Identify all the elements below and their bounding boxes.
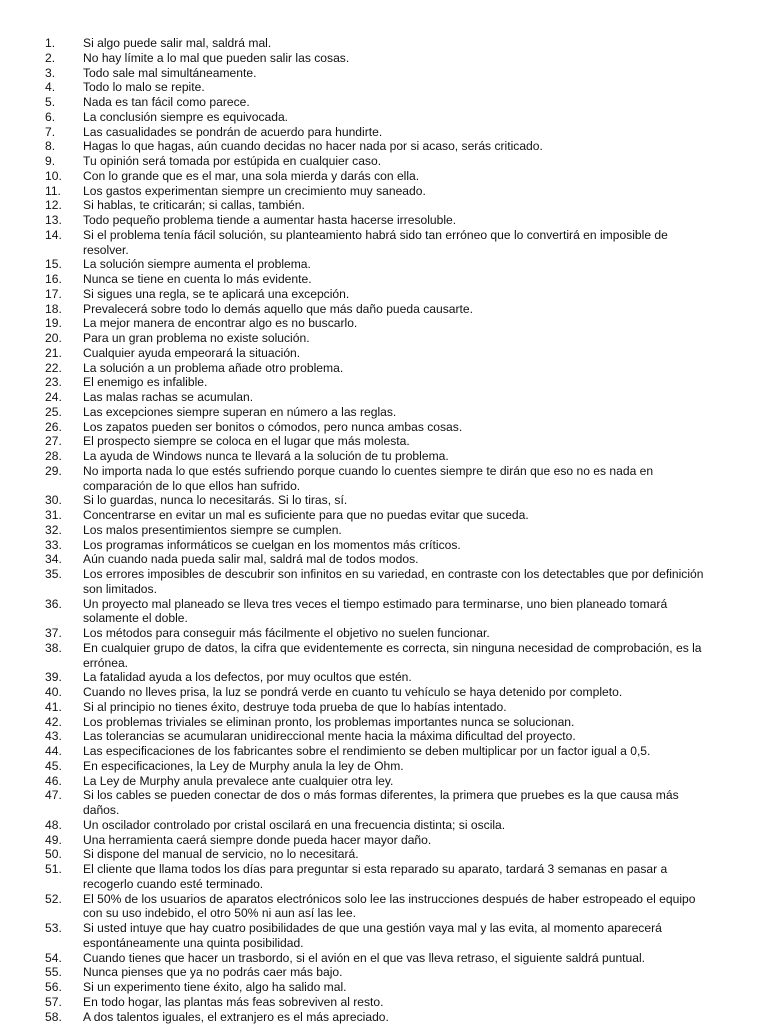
item-number: 19. [45,316,62,331]
item-text: Una herramienta caerá siempre donde pueda hacer mayor daño. [83,832,432,847]
item-text: Nunca pienses que ya no podrás caer más bajo. [83,965,343,980]
item-text: Con lo grande que es el mar, una sola mierda y darás con ella. [83,168,420,183]
item-number: 49. [45,832,62,847]
item-number: 35. [45,567,62,581]
item-text: La fatalidad ayuda a los defectos, por muy ocultos que estén. [83,670,412,685]
item-text: La solución siempre aumenta el problema. [83,257,311,272]
list-item [0,788,768,818]
item-number: 36. [45,596,62,611]
list-item [0,434,768,449]
list-item [0,390,768,405]
item-text: Si usted intuye que hay cuatro posibilidades de que una gestión vaya mal y las evita, al momento aparecerá espontáneamente una quinta posibilidad. [83,921,662,950]
item-number: 7. [45,124,56,139]
item-number: 26. [45,419,62,434]
list-item [0,464,768,494]
list-item [0,847,768,862]
item-text: El prospecto siempre se coloca en el lugar que más molesta. [83,434,410,449]
item-number: 53. [45,921,62,935]
list-item [0,538,768,553]
item-number: 43. [45,729,62,744]
item-number: 44. [45,744,62,758]
item-text: Nada es tan fácil como parece. [83,95,250,109]
item-number: 10. [45,168,62,183]
list-item [0,95,768,110]
item-text: Todo sale mal simultáneamente. [83,65,257,80]
item-text: Si al principio no tienes éxito, destruye toda prueba de que lo habías intentado. [83,699,507,714]
list-item [0,965,768,980]
list-item [0,670,768,685]
item-text: Si los cables se pueden conectar de dos o más formas diferentes, la primera que pruebes es la que causa más daños. [83,788,679,817]
item-number: 56. [45,980,62,994]
item-text: Prevalecerá sobre todo lo demás aquello que más daño pueda causarte. [83,301,473,316]
list-item [0,36,768,51]
list-item [0,552,768,567]
item-text: El cliente que llama todos los días para preguntar si esta reparado su aparato, tardará 3 semanas en pasar a recogerlo cuando esté terminado. [83,862,668,891]
item-text: La conclusión siempre es equivocada. [83,109,289,124]
item-text: Los malos presentimientos siempre se cumplen. [83,522,342,537]
item-text: El 50% de los usuarios de aparatos electrónicos solo lee las instrucciones después de haber estropeado el equipo con su uso indebido, el otro 50% ni aun así las lee. [83,891,696,921]
list-item [0,862,768,892]
list-item [0,420,768,435]
item-text: Nunca se tiene en cuenta lo más evidente. [83,272,312,286]
list-item [0,228,768,258]
item-text: Todo lo malo se repite. [83,80,205,95]
item-number: 16. [45,272,62,286]
item-number: 48. [45,817,62,832]
item-number: 52. [45,891,62,906]
list-item [0,449,768,464]
list-item [0,685,768,700]
item-number: 51. [45,862,62,876]
item-number: 12. [45,198,62,213]
list-item [0,626,768,641]
item-text: Si un experimento tiene éxito, algo ha salido mal. [83,980,347,994]
list-item [0,154,768,169]
item-number: 31. [45,508,62,522]
list-item [0,405,768,420]
item-text: La solución a un problema añade otro problema. [83,360,344,375]
list-item [0,995,768,1010]
item-number: 20. [45,331,62,345]
item-text: Las especificaciones de los fabricantes sobre el rendimiento se deben multiplicar por un factor igual a 0,5. [83,744,651,758]
item-number: 46. [45,773,62,788]
item-text: Un oscilador controlado por cristal oscilará en una frecuencia distinta; si oscila. [83,817,506,832]
list-item [0,66,768,81]
item-text: La mejor manera de encontrar algo es no buscarlo. [83,316,358,331]
item-number: 13. [45,213,62,227]
list-item [0,125,768,140]
item-number: 57. [45,994,62,1009]
item-text: Los zapatos pueden ser bonitos o cómodos, pero nunca ambas cosas. [83,419,463,434]
list-item [0,139,768,154]
murphy-laws-list [0,36,768,1024]
item-text: Los métodos para conseguir más fácilmente el objetivo no suelen funcionar. [83,626,490,640]
item-text: Cuando tienes que hacer un trasbordo, si el avión en el que vas lleva retraso, el siguiente saldrá puntual. [83,950,646,965]
item-text: Concentrarse en evitar un mal es suficiente para que no puedas evitar que suceda. [83,508,529,522]
item-number: 8. [45,139,56,154]
item-text: Si el problema tenía fácil solución, su planteamiento habrá sido tan erróneo que lo convertirá en imposible de resolver. [83,227,668,257]
item-text: Los problemas triviales se eliminan pronto, los problemas importantes nunca se solucionan. [83,714,575,729]
list-item [0,951,768,966]
list-item [0,316,768,331]
item-text: Si dispone del manual de servicio, no lo necesitará. [83,847,359,862]
item-text: Si sigues una regla, se te aplicará una excepción. [83,286,350,301]
list-item [0,597,768,627]
item-number: 2. [45,50,56,65]
item-number: 33. [45,537,62,552]
list-item [0,257,768,272]
item-text: Las excepciones siempre superan en número a las reglas. [83,404,397,419]
item-text: Tu opinión será tomada por estúpida en cualquier caso. [83,154,382,168]
item-text: Los programas informáticos se cuelgan en los momentos más críticos. [83,537,461,552]
item-number: 1. [45,36,56,50]
item-number: 47. [45,788,62,803]
item-text: Las tolerancias se acumularan unidireccional mente hacia la máxima dificultad del proyecto. [83,729,576,744]
item-number: 14. [45,227,62,242]
item-number: 41. [45,699,62,714]
list-item [0,980,768,995]
item-number: 24. [45,390,62,404]
item-number: 54. [45,950,62,965]
item-text: Un proyecto mal planeado se lleva tres veces el tiempo estimado para terminarse, uno bien planeado tomará solamente el doble. [83,596,668,626]
list-item [0,80,768,95]
item-text: Las malas rachas se acumulan. [83,390,254,404]
item-number: 9. [45,154,56,168]
item-number: 3. [45,65,56,80]
list-item [0,774,768,789]
item-text: Si algo puede salir mal, saldrá mal. [83,36,272,50]
item-number: 5. [45,95,56,109]
item-number: 34. [45,552,62,567]
item-text: A dos talentos iguales, el extranjero es el más apreciado. [83,1009,389,1024]
item-text: Si hablas, te criticarán; si callas, también. [83,198,305,213]
item-text: Para un gran problema no existe solución. [83,331,310,345]
list-item [0,272,768,287]
list-item [0,198,768,213]
item-text: Si lo guardas, nunca lo necesitarás. Si lo tiras, sí. [83,493,348,508]
list-item [0,375,768,390]
list-item [0,567,768,597]
item-text: La Ley de Murphy anula prevalece ante cualquier otra ley. [83,773,394,788]
list-item [0,729,768,744]
item-text: Cualquier ayuda empeorará la situación. [83,345,301,360]
item-text: En cualquier grupo de datos, la cifra que evidentemente es correcta, sin ninguna necesidad de comprobación, es la errónea. [83,640,702,670]
list-item [0,213,768,228]
list-item [0,169,768,184]
item-number: 58. [45,1009,62,1024]
list-item [0,833,768,848]
list-item [0,51,768,66]
item-text: La ayuda de Windows nunca te llevará a la solución de tu problema. [83,449,449,463]
list-item [0,715,768,730]
item-number: 37. [45,626,62,640]
item-text: No hay límite a lo mal que pueden salir las cosas. [83,50,350,65]
item-text: En especificaciones, la Ley de Murphy anula la ley de Ohm. [83,758,404,773]
list-item [0,892,768,922]
item-number: 21. [45,345,62,360]
item-text: El enemigo es infalible. [83,375,208,390]
item-number: 23. [45,375,62,390]
item-text: No importa nada lo que estés sufriendo porque cuando lo cuentes siempre te dirán que eso no es nada en comparación de lo que ellos han sufrido. [83,463,654,493]
list-item [0,184,768,199]
item-number: 30. [45,493,62,508]
item-number: 45. [45,758,62,773]
item-text: Las casualidades se pondrán de acuerdo para hundirte. [83,124,383,139]
item-number: 27. [45,434,62,449]
list-item [0,508,768,523]
item-number: 6. [45,109,56,124]
item-number: 4. [45,80,56,95]
item-number: 15. [45,257,62,272]
item-text: Hagas lo que hagas, aún cuando decidas no hacer nada por si acaso, serás criticado. [83,139,543,154]
item-number: 38. [45,640,62,655]
list-item [0,759,768,774]
list-item [0,744,768,759]
list-item [0,331,768,346]
item-number: 55. [45,965,62,980]
item-number: 42. [45,714,62,729]
item-text: Cuando no lleves prisa, la luz se pondrá verde en cuanto tu vehículo se haya detenido por completo. [83,685,623,699]
item-text: Aún cuando nada pueda salir mal, saldrá mal de todos modos. [83,552,419,567]
item-number: 18. [45,301,62,316]
list-item [0,921,768,951]
list-item [0,818,768,833]
list-item [0,302,768,317]
item-number: 40. [45,685,62,699]
item-number: 25. [45,404,62,419]
item-number: 28. [45,449,62,463]
item-text: Los gastos experimentan siempre un crecimiento muy saneado. [83,183,426,198]
list-item [0,110,768,125]
list-item [0,641,768,671]
list-item [0,346,768,361]
item-number: 32. [45,522,62,537]
list-item [0,493,768,508]
list-item [0,1010,768,1024]
item-number: 39. [45,670,62,685]
item-number: 17. [45,286,62,301]
list-item [0,700,768,715]
item-number: 11. [45,183,61,198]
list-item [0,287,768,302]
item-text: Todo pequeño problema tiende a aumentar hasta hacerse irresoluble. [83,213,457,227]
list-item [0,361,768,376]
item-number: 29. [45,463,62,478]
item-text: Los errores imposibles de descubrir son infinitos en su variedad, en contraste con los detectables que por definición son limitados. [83,567,704,596]
item-text: En todo hogar, las plantas más feas sobreviven al resto. [83,994,384,1009]
item-number: 22. [45,360,62,375]
list-item [0,523,768,538]
item-number: 50. [45,847,62,862]
